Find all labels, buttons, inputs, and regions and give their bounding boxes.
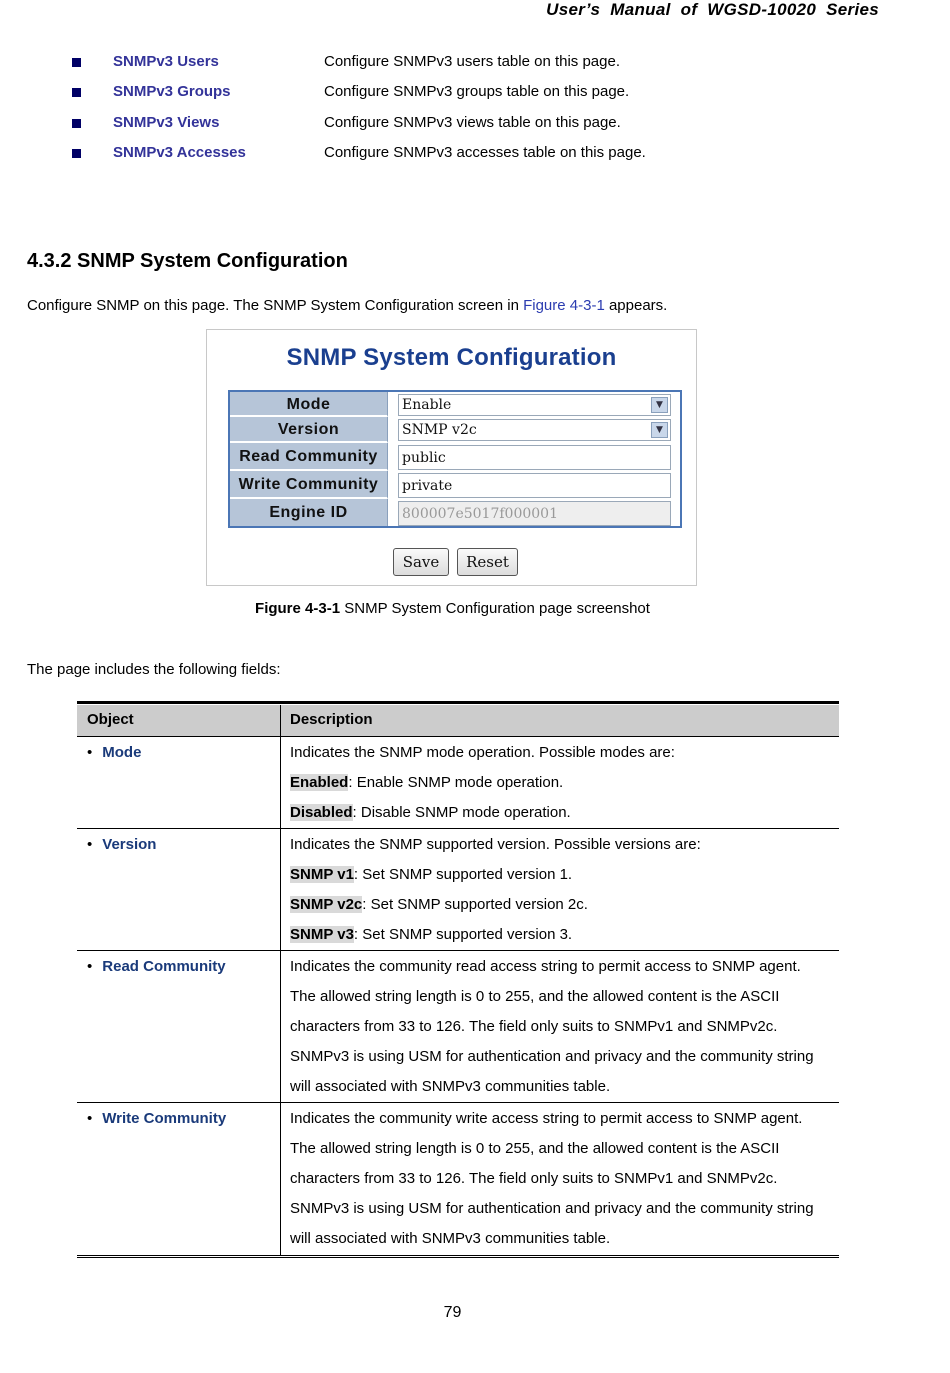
column-divider xyxy=(280,705,281,1255)
config-row-read-community xyxy=(230,443,680,471)
bullet-dot-icon: • xyxy=(87,836,93,853)
desc-line xyxy=(290,804,571,821)
desc-line xyxy=(290,1140,779,1157)
bullet-dot-icon: • xyxy=(87,744,93,761)
desc-line xyxy=(290,1048,814,1065)
option-highlight: SNMP v2c xyxy=(290,896,363,913)
desc-text: characters from 33 to 126. The field only suits to SNMPv1 and SNMPv2c. xyxy=(290,1018,778,1035)
write-community-label: Write Community xyxy=(230,471,388,499)
bullet-description: Configure SNMPv3 groups table on this page. xyxy=(324,83,630,101)
header-description: Description xyxy=(290,711,373,728)
desc-line xyxy=(290,958,801,975)
object-version xyxy=(87,836,156,853)
engine-id-input[interactable]: 800007e5017f000001 xyxy=(398,501,671,526)
bullet-link[interactable]: SNMPv3 Views xyxy=(113,113,220,131)
desc-line xyxy=(290,1230,610,1247)
intro-paragraph xyxy=(27,297,667,314)
bullet-item xyxy=(72,53,872,83)
desc-line xyxy=(290,744,675,761)
bullet-description: Configure SNMPv3 views table on this page. xyxy=(324,113,621,131)
row-separator xyxy=(77,950,839,951)
object-read-community xyxy=(87,958,226,975)
read-community-input[interactable]: public xyxy=(398,445,671,470)
config-row-engine-id xyxy=(230,499,680,526)
desc-text: : Set SNMP supported version 3. xyxy=(353,926,573,943)
chevron-down-icon[interactable]: ▼ xyxy=(651,422,668,438)
bullet-dot-icon: • xyxy=(87,958,93,975)
option-highlight: SNMP v1 xyxy=(290,866,354,883)
mode-select[interactable] xyxy=(398,394,671,416)
bullet-list xyxy=(72,53,872,174)
table-header xyxy=(77,705,839,737)
square-bullet-icon xyxy=(72,149,81,158)
version-label: Version xyxy=(230,417,388,443)
desc-line xyxy=(290,1078,610,1095)
desc-text: SNMPv3 is using USM for authentication and privacy and the community string xyxy=(290,1200,814,1217)
figure-title: SNMP System Configuration xyxy=(286,344,617,371)
config-row-write-community xyxy=(230,471,680,499)
object-name: Mode xyxy=(102,744,142,761)
square-bullet-icon xyxy=(72,119,81,128)
desc-text: Indicates the SNMP supported version. Possible versions are: xyxy=(290,836,701,853)
desc-line xyxy=(290,988,779,1005)
row-separator xyxy=(77,828,839,829)
desc-line xyxy=(290,896,588,913)
bullet-item xyxy=(72,144,872,174)
desc-line xyxy=(290,836,701,853)
table-top-rule xyxy=(77,701,839,704)
figure-link[interactable]: Figure 4-3-1 xyxy=(523,297,605,314)
object-name: Version xyxy=(102,836,157,853)
bullet-link[interactable]: SNMPv3 Users xyxy=(113,53,219,70)
desc-text: The allowed string length is 0 to 255, and the allowed content is the ASCII xyxy=(290,988,780,1005)
mode-value: Enable xyxy=(402,397,452,413)
bullet-description: Configure SNMPv3 users table on this page. xyxy=(324,53,620,70)
config-table xyxy=(228,390,682,528)
desc-text: : Enable SNMP mode operation. xyxy=(348,774,564,791)
reset-button[interactable]: Reset xyxy=(457,548,518,576)
desc-text: characters from 33 to 126. The field only suits to SNMPv1 and SNMPv2c. xyxy=(290,1170,778,1187)
object-write-community xyxy=(87,1110,226,1127)
desc-line xyxy=(290,1200,814,1217)
read-community-label: Read Community xyxy=(230,443,388,471)
desc-text: SNMPv3 is using USM for authentication and privacy and the community string xyxy=(290,1048,814,1065)
option-highlight: Enabled xyxy=(290,774,349,791)
object-name: Write Community xyxy=(102,1110,227,1127)
config-row-version xyxy=(230,417,680,443)
desc-line xyxy=(290,866,572,883)
bullet-link[interactable]: SNMPv3 Groups xyxy=(113,83,231,101)
desc-text: : Set SNMP supported version 2c. xyxy=(362,896,588,913)
chevron-down-icon[interactable]: ▼ xyxy=(651,397,668,413)
square-bullet-icon xyxy=(72,58,81,67)
object-mode xyxy=(87,744,141,761)
desc-line xyxy=(290,1018,777,1035)
mode-label: Mode xyxy=(230,392,388,417)
desc-line xyxy=(290,774,563,791)
save-button[interactable]: Save xyxy=(393,548,449,576)
bullet-item xyxy=(72,83,872,113)
desc-text: Indicates the community read access string to permit access to SNMP agent. xyxy=(290,958,801,975)
header-object: Object xyxy=(87,711,134,728)
section-title: 4.3.2 SNMP System Configuration xyxy=(27,250,348,272)
caption-label: Figure 4-3-1 xyxy=(255,600,341,617)
version-select[interactable] xyxy=(398,419,671,441)
object-name: Read Community xyxy=(102,958,226,975)
version-value: SNMP v2c xyxy=(402,422,477,438)
page-header: User’s Manual of WGSD-10020 Series xyxy=(546,0,879,19)
bullet-description: Configure SNMPv3 accesses table on this page. xyxy=(324,143,646,161)
desc-text: : Set SNMP supported version 1. xyxy=(353,866,573,883)
config-row-mode xyxy=(230,392,680,417)
option-highlight: Disabled xyxy=(290,804,353,821)
desc-text: : Disable SNMP mode operation. xyxy=(352,804,571,821)
table-bottom-rule xyxy=(77,1255,839,1258)
option-highlight: SNMP v3 xyxy=(290,926,354,943)
page-number: 79 xyxy=(443,1304,462,1321)
desc-line xyxy=(290,1170,777,1187)
desc-text: Indicates the community write access string to permit access to SNMP agent. xyxy=(290,1110,803,1127)
bullet-item xyxy=(72,114,872,144)
bullet-dot-icon: • xyxy=(87,1110,93,1127)
fields-intro: The page includes the following fields: xyxy=(27,661,281,678)
write-community-input[interactable]: private xyxy=(398,473,671,498)
intro-text-after: appears. xyxy=(604,297,668,314)
square-bullet-icon xyxy=(72,88,81,97)
figure-caption xyxy=(0,600,905,617)
desc-text: will associated with SNMPv3 communities table. xyxy=(290,1078,611,1095)
desc-text: will associated with SNMPv3 communities table. xyxy=(290,1230,611,1247)
desc-text: Indicates the SNMP mode operation. Possible modes are: xyxy=(290,744,675,761)
caption-text: SNMP System Configuration page screenshot xyxy=(340,600,650,617)
desc-text: The allowed string length is 0 to 255, and the allowed content is the ASCII xyxy=(290,1140,780,1157)
desc-line xyxy=(290,1110,802,1127)
row-separator xyxy=(77,1102,839,1103)
engine-id-label: Engine ID xyxy=(230,499,388,526)
desc-line xyxy=(290,926,572,943)
figure-screenshot xyxy=(206,329,697,586)
bullet-link[interactable]: SNMPv3 Accesses xyxy=(113,143,246,161)
intro-text-before: Configure SNMP on this page. The SNMP System Configuration screen in xyxy=(27,297,524,314)
